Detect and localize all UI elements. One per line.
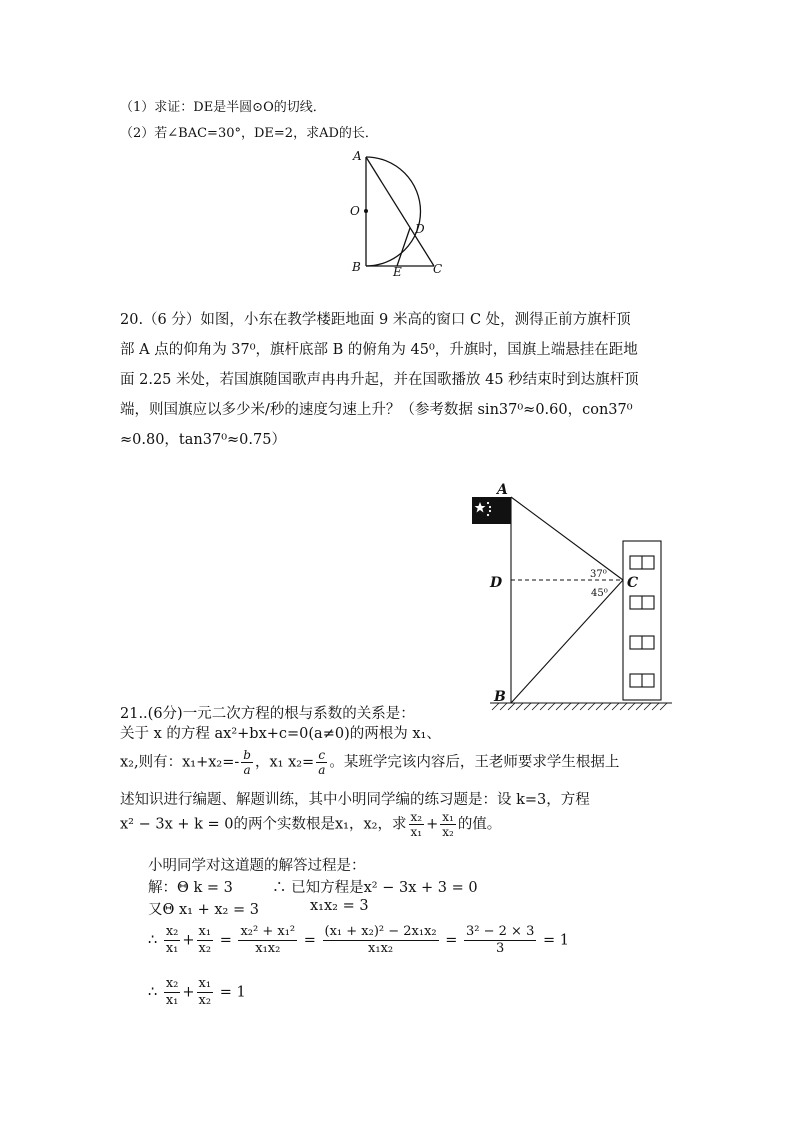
q21-sol4: ∴ $\frac{\text{x₂}}{\text{x₁}}$ + $\frac{\text{x₁}}{\text{x₂}}$ = 1 [148,976,246,1008]
q21-frac-c-over-a: $\frac{c}{a}$ [318,748,326,777]
q21-sol1b: ∴ 已知方程是x² − 3x + 3 = 0 [272,880,478,896]
q19-label-e: E [393,265,402,279]
q20-line2: 部 A 点的仰角为 37⁰，旗杆底部 B 的俯角为 45⁰，升旗时，国旗上端悬挂在距地 [120,342,638,358]
q21-title: 21..(6分)一元二次方程的根与系数的关系是： [120,706,415,722]
q19-semicircle [366,157,421,266]
q21-line-d: x² − 3x + k = 0的两个实数根是x₁，x₂，求 $\frac{\text{x₂}}{\text{x₁}}$ + $\frac{\text{x₁}}{\text{x₂}}$ 的值。 [120,810,502,839]
q19-line-ac [366,157,434,266]
q20-line4: 端，则国旗应以多少米/秒的速度匀速上升？（参考数据 sin37⁰≈0.60，con37⁰ [120,402,633,418]
q20-label-d: D [490,575,503,591]
q21-frac-x2-over-x1: $\frac{\text{x₂}}{\text{x₁}}$ [410,810,423,839]
q20-ground-hatch [492,703,667,710]
q20-line5: ≈0.80，tan37⁰≈0.75） [120,432,286,448]
q19-part1: （1）求证：DE是半圆⊙O的切线． [120,100,326,115]
q19-label-a: A [353,149,362,163]
q20-label-c: C [627,575,639,591]
q21-line-c: 述知识进行编题、解题训练，其中小明同学编的练习题是：设 k=3，方程 [120,792,590,808]
q20-label-b: B [494,689,506,705]
q21-sol2b: x₁x₂ = 3 [310,898,369,914]
q20-line3: 面 2.25 米处，若国旗随国歌声冉冉升起，并在国歌播放 45 秒结束时到达旗杆顶 [120,372,639,388]
q19-label-d: D [415,222,425,236]
q21-line-a: 关于 x 的方程 ax²+bx+c=0(a≠0)的两根为 x₁、 [120,726,441,742]
q20-label-a: A [497,482,508,498]
q21-sol2: 又Θ x₁ + x₂ = 3 [148,902,259,918]
q21-frac-x1-over-x2: $\frac{\text{x₁}}{\text{x₂}}$ [442,810,454,839]
q21-frac-b-over-a: $\frac{b}{a}$ [243,748,251,777]
q19-center-dot [364,209,368,213]
q19-label-b: B [352,260,361,274]
q21-line-b: x₂,则有：x₁+x₂=- $\frac{b}{a}$ ，x₁ x₂= $\frac{c}{a}$ 。某班学完该内容后，王老师要求学生根据上 [120,748,620,777]
q19-label-o: O [350,204,360,218]
q19-label-c: C [433,262,443,276]
q20-angle-45: 45⁰ [591,588,608,599]
q21-sol1: 解：Θ k = 3 [148,880,233,896]
q20-angle-37: 37⁰ [590,569,607,580]
q21-intro: 小明同学对这道题的解答过程是： [148,858,366,874]
q21-sol3: ∴ $\frac{\text{x₂}}{\text{x₁}}$ + $\frac{\text{x₁}}{\text{x₂}}$ = $\frac{\text{x₂² + x₁²}}{\text{x₁x₂}}$ = $\frac{\text{(x₁ + x₂)² − 2x₁x₂}}{\text{x₁x₂}}$ = $\frac{\text{3² − 2 × 3}}{3}$ = 1 [148,924,569,956]
q20-line-ac [511,497,623,580]
q19-part2: （2）若∠BAC=30°，DE=2，求AD的长． [120,126,378,141]
q20-line1: 20.（6 分）如图，小东在教学楼距地面 9 米高的窗口 C 处，测得正前方旗杆顶 [120,312,631,328]
